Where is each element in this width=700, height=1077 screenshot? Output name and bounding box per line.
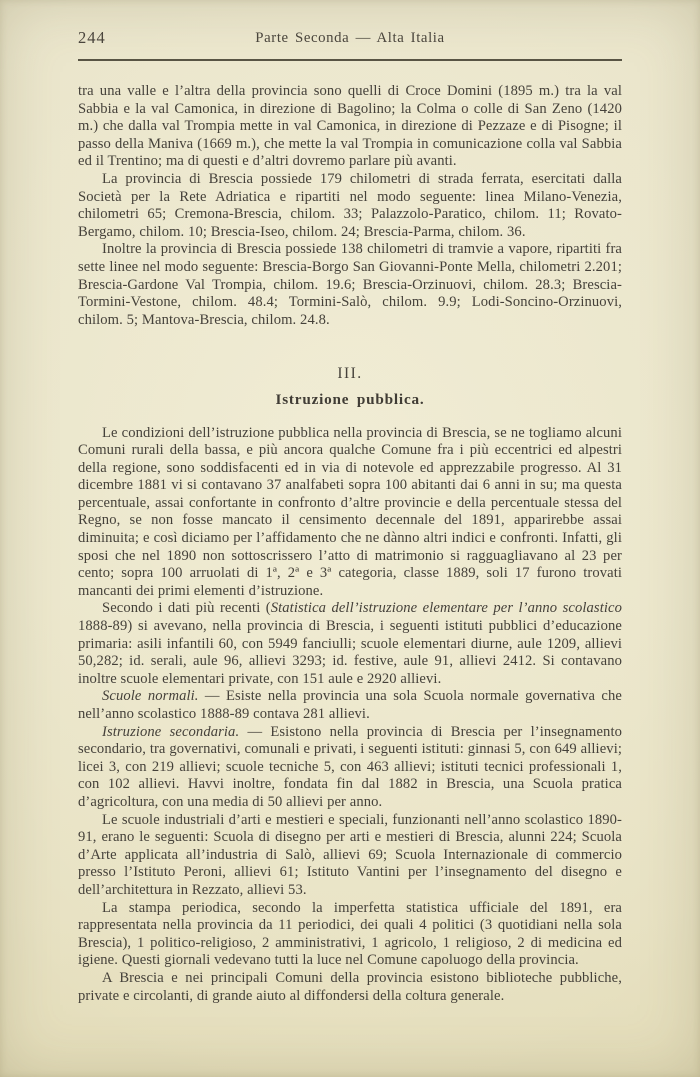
paragraph-literacy (78, 425, 622, 601)
running-head (78, 28, 622, 52)
text-run: — Esiste nella provincia una sola Scuola normale governativa che nell’anno scolastico 1888-89 contava 281 allievi. (78, 688, 622, 722)
italic-run: Istruzione secondaria. (102, 723, 240, 740)
text-run: Secondo i dati più recenti ( (102, 600, 271, 617)
paragraph-normal-schools (78, 688, 622, 723)
paragraph-railways (78, 171, 622, 241)
header-rule (78, 59, 622, 61)
paragraph-libraries (78, 970, 622, 1005)
text-run: Inoltre la provincia di Brescia possiede 138 chilometri di tramvie a vapore, ripartiti fra sette linee nel modo seguente: Brescia-Borgo San Giovanni-Ponte Mella, chilometri 2.201; Brescia-Gardone Val Trompia, chilom. 19.6; Brescia-Orzinuovi, chilom. 28.3; Brescia-Tormini-Vestone, chilom. 48.4; Tormini-Salò, chilom. 9.9; Lodi-Soncino-Orzinuovi, chilom. 5; Mantova-Brescia, chilom. 24.8. (78, 241, 622, 328)
paragraph-industrial-schools (78, 812, 622, 900)
section-number: III. (337, 365, 363, 383)
paragraph-mountain-passes (78, 83, 622, 171)
text-run: 1888-89) si avevano, nella provincia di Brescia, i seguenti istituti pubblici d’educazione primaria: asili infantili 60, con 5949 fanciulli; scuole elementari diurne, aule 1209, allievi 50,282; id. serali, aule 96, allievi 3293; id. festive, aule 91, allievi 2412. Si contavano inoltre scuole elementari private, con 151 aule e 2920 allievi. (78, 618, 622, 687)
text-run: A Brescia e nei principali Comuni della provincia esistono biblioteche pubbliche, private e circolanti, di grande aiuto al diffondersi della coltura generale. (78, 969, 622, 1004)
italic-run: Statistica dell’istruzione elementare per l’anno scolastico (270, 600, 622, 617)
page-body (78, 28, 622, 1005)
running-title: Parte Seconda — Alta Italia (255, 30, 445, 46)
text-run: tra una valle e l’altra della provincia sono quelli di Croce Domini (1895 m.) tra la val Sabbia e la val Camonica, in direzione di Bagolino; la Colma o colle di San Zeno (1420 m.) che dalla val Trompia mette in val Camonica, in direzione di Pezzaze e di Pisogne; il passo della Maniva (1669 m.), che mette la val Trompia in comunicazione colla val Sabbia ed il Trentino; ma di questi e d’altri dovremo parlare più avanti. (78, 83, 622, 170)
text-run: Le scuole industriali d’arti e mestieri e speciali, funzionanti nell’anno scolastico 1890-91, erano le seguenti: Scuola di disegno per arti e mestieri di Brescia, alunni 224; Scuola d’Arte applicata all’industria di Salò, allievi 69; Scuola Internazionale di commercio presso l’Istituto Peroni, allievi 61; Istituto Vantini per l’insegnamento del disegno e dell’architettura in Rezzato, allievi 53. (78, 811, 622, 898)
italic-run: Scuole normali. (102, 688, 199, 705)
text-run: La stampa periodica, secondo la imperfetta statistica ufficiale del 1891, era rappresentata nella provincia da 11 periodici, dei quali 4 politici (3 quotidiani nella sola Brescia), 1 politico-religioso, 2 amministrativi, 1 agricolo, 1 religioso, 2 di medicina ed igiene. Questi giornali vedevano tutti la luce nel Comune capoluogo della provincia. (78, 899, 622, 969)
text-run: La provincia di Brescia possiede 179 chilometri di strada ferrata, esercitati dalla Società per la Rete Adriatica e ripartiti nel modo seguente: linea Milano-Venezia, chilometri 65; Cremona-Brescia, chilom. 33; Palazzolo-Paratico, chilom. 11; Rovato-Bergamo, chilom. 10; Brescia-Iseo, chilom. 24; Brescia-Parma, chilom. 36. (78, 170, 622, 240)
paragraph-primary-education (78, 600, 622, 688)
paragraph-periodical-press (78, 900, 622, 970)
text-column (78, 83, 622, 1005)
text-run: — Esistono nella provincia di Brescia per l’insegnamento secondario, tra governativi, comunali e privati, i seguenti istituti: ginnasi 5, con 649 allievi; licei 3, con 219 allievi; scuole tecniche 5, con 463 allievi; istituti tecnici professionali 1, con 102 allievi. Havvi inoltre, fondata fin dal 1882 in Brescia, una Scuola pratica d’agricoltura, con una media di 50 allievi per anno. (78, 723, 622, 810)
section-title: Istruzione pubblica. (275, 390, 425, 408)
paragraph-secondary-education (78, 724, 622, 812)
paragraph-tramways (78, 241, 622, 329)
page-number: 244 (78, 28, 106, 47)
text-run: Le condizioni dell’istruzione pubblica nella provincia di Brescia, se ne togliamo alcuni Comuni rurali della bassa, e più ancora qualche Comune fra i più eccentrici ed alpestri della regione, sono soddisfacenti ed in via di notevole ed apprezzabile progresso. Al 31 dicembre 1881 vi si contavano 37 analfabeti sopra 100 abitanti dai 6 anni in su; ma questa percentuale, assai confortante in confronto d’altre provincie e della percentuale stessa del Regno, se non fosse mancato il censimento decennale del 1891, apparirebbe assai diminuita; e così diciamo per l’affidamento che ne dànno altri indici e confronti. Infatti, gli sposi che nel 1890 non sottoscrissero l’atto di matrimonio si ragguagliavano al 23 per cento; sopra 100 arruolati di 1ª, 2ª e 3ª categoria, classe 1889, soli 17 furono trovati mancanti dei primi elementi d’istruzione. (78, 424, 622, 599)
